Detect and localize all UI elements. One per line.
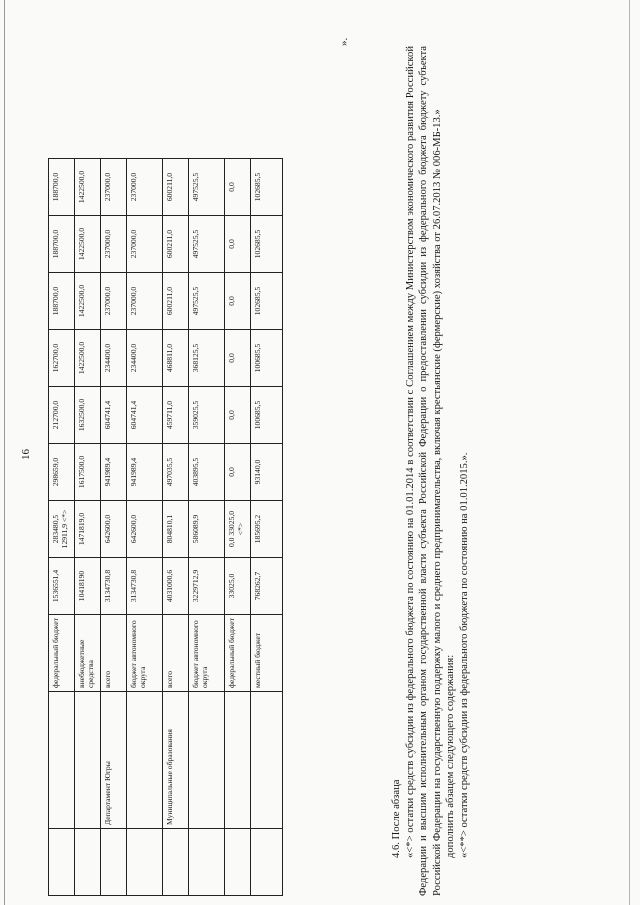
table-cell-source: всего bbox=[101, 615, 127, 692]
table-row bbox=[163, 159, 189, 896]
table-cell-blank bbox=[189, 829, 225, 896]
table-cell-value: 188700,0 bbox=[49, 216, 75, 273]
table-cell-value: 1422500,0 bbox=[75, 159, 101, 216]
table-cell-value: 586089,9 bbox=[189, 501, 225, 558]
table-cell-value: 604741,4 bbox=[101, 387, 127, 444]
amendment-text bbox=[390, 46, 472, 896]
table-cell-source: местный бюджет bbox=[251, 615, 283, 692]
table-cell-value: 600211,0 bbox=[163, 159, 189, 216]
table-cell-value: 237000,0 bbox=[127, 273, 163, 330]
page-edge-right bbox=[629, 0, 630, 905]
table-row bbox=[49, 159, 75, 896]
table-cell-value: 1471819,0 bbox=[75, 501, 101, 558]
table-cell-value: 403895,5 bbox=[189, 444, 225, 501]
table-cell-value: 237000,0 bbox=[101, 273, 127, 330]
table-cell-group bbox=[127, 692, 163, 829]
table-cell-value: 0,0 bbox=[225, 330, 251, 387]
table-cell-group: Департамент Югры bbox=[101, 692, 127, 829]
table-cell-blank bbox=[101, 829, 127, 896]
table-cell-source: федеральный бюджет bbox=[49, 615, 75, 692]
table-cell-value: 4031000,6 bbox=[163, 558, 189, 615]
table-cell-value: 1617500,0 bbox=[75, 444, 101, 501]
table-cell-blank bbox=[163, 829, 189, 896]
amendment-paragraph: дополнить абзацем следующего содержания: bbox=[445, 654, 457, 858]
table-cell-group bbox=[251, 692, 283, 829]
table-cell-value: 600211,0 bbox=[163, 216, 189, 273]
table-cell-value: 33025,0 bbox=[225, 558, 251, 615]
table-cell-value: 100685,5 bbox=[251, 387, 283, 444]
table-cell-value: 468811,0 bbox=[163, 330, 189, 387]
table-cell-source: внебюджетные средства bbox=[75, 615, 101, 692]
table-cell-value: 234400,0 bbox=[127, 330, 163, 387]
table-cell-value: 0,0 33025,0 <*> bbox=[225, 501, 251, 558]
table-cell-group bbox=[49, 692, 75, 829]
table-cell-value: 10418190 bbox=[75, 558, 101, 615]
table-cell-value: 0,0 bbox=[225, 159, 251, 216]
amendment-heading: 4.6. После абзаца bbox=[391, 779, 402, 858]
amendment-paragraph: «<**> остатки средств субсидии из федерального бюджета по состоянию на 01.01.2015.». bbox=[458, 452, 470, 858]
table-cell-value: 1422500,0 bbox=[75, 330, 101, 387]
table-cell-value: 459711,0 bbox=[163, 387, 189, 444]
table-cell-value: 497525,5 bbox=[189, 273, 225, 330]
table-cell-value: 188700,0 bbox=[49, 273, 75, 330]
table-cell-value: 298659,0 bbox=[49, 444, 75, 501]
table-cell-value: 237000,0 bbox=[127, 216, 163, 273]
table-cell-group bbox=[225, 692, 251, 829]
table-cell-value: 3229712,9 bbox=[189, 558, 225, 615]
table-cell-value: 1632500,0 bbox=[75, 387, 101, 444]
table-cell-blank bbox=[127, 829, 163, 896]
table-cell-value: 497525,5 bbox=[189, 216, 225, 273]
table-cell-blank bbox=[75, 829, 101, 896]
closing-quote: ». bbox=[338, 37, 350, 46]
table-cell-value: 768262,7 bbox=[251, 558, 283, 615]
table-row bbox=[189, 159, 225, 896]
table-cell-value: 497525,5 bbox=[189, 159, 225, 216]
table-cell-source: федеральный бюджет bbox=[225, 615, 251, 692]
amendment-paragraph: «<*> остатки средств субсидии из федерального бюджета по состоянию на 01.01.2014 в соответствии с Соглашением между Министерством экономического развития Российской Федерации и высшим исполнительным органом государственной власти субъекта Российской Федерации о предоставлении субсидии из федерального бюджета бюджету субъекта Российской Федерации на государственную поддержку малого и среднего предпринимательства, включая крестьянские (фермерские) хозяйства от 26.07.2013 № 006-МБ-13.» bbox=[404, 46, 443, 896]
table-cell-value: 102685,5 bbox=[251, 216, 283, 273]
table-cell-value: 212700,0 bbox=[49, 387, 75, 444]
table-cell-value: 497035,5 bbox=[163, 444, 189, 501]
table-cell-value: 600211,0 bbox=[163, 273, 189, 330]
table-cell-value: 237000,0 bbox=[127, 159, 163, 216]
table-cell-value: 1422500,0 bbox=[75, 273, 101, 330]
table-row bbox=[101, 159, 127, 896]
table-cell-blank bbox=[251, 829, 283, 896]
table-cell-value: 0,0 bbox=[225, 216, 251, 273]
page-edge-left bbox=[4, 0, 5, 905]
table-cell-blank bbox=[49, 829, 75, 896]
table-cell-value: 642600,0 bbox=[127, 501, 163, 558]
table-cell-value: 1422500,0 bbox=[75, 216, 101, 273]
table-cell-value: 1536551,4 bbox=[49, 558, 75, 615]
table-cell-blank bbox=[225, 829, 251, 896]
table-cell-value: 642600,0 bbox=[101, 501, 127, 558]
table-cell-source: всего bbox=[163, 615, 189, 692]
table-cell-value: 102685,5 bbox=[251, 273, 283, 330]
table-row bbox=[75, 159, 101, 896]
table-cell-value: 3134730,8 bbox=[127, 558, 163, 615]
table-cell-value: 804810,1 bbox=[163, 501, 189, 558]
table-cell-value: 283480,5 12911,9 <*> bbox=[49, 501, 75, 558]
table-row bbox=[127, 159, 163, 896]
table-cell-value: 93140,0 bbox=[251, 444, 283, 501]
table-row bbox=[251, 159, 283, 896]
budget-table bbox=[48, 158, 283, 896]
table-cell-value: 3134730,8 bbox=[101, 558, 127, 615]
table-cell-value: 0,0 bbox=[225, 387, 251, 444]
table-cell-value: 368125,5 bbox=[189, 330, 225, 387]
page-number: 16 bbox=[20, 449, 32, 460]
table-cell-group bbox=[75, 692, 101, 829]
table-cell-value: 188700,0 bbox=[49, 159, 75, 216]
table-cell-group bbox=[189, 692, 225, 829]
table-cell-value: 0,0 bbox=[225, 273, 251, 330]
table-cell-source: бюджет автономного округа bbox=[189, 615, 225, 692]
table-cell-value: 234400,0 bbox=[101, 330, 127, 387]
table-cell-value: 185695,2 bbox=[251, 501, 283, 558]
table-cell-value: 237000,0 bbox=[101, 159, 127, 216]
table-cell-value: 162700,0 bbox=[49, 330, 75, 387]
table-cell-value: 0,0 bbox=[225, 444, 251, 501]
table-cell-value: 237000,0 bbox=[101, 216, 127, 273]
table-cell-value: 941989,4 bbox=[127, 444, 163, 501]
table-cell-value: 604741,4 bbox=[127, 387, 163, 444]
table-cell-value: 100685,5 bbox=[251, 330, 283, 387]
table-cell-value: 359025,5 bbox=[189, 387, 225, 444]
rotated-page-content bbox=[20, 6, 620, 896]
table-row bbox=[225, 159, 251, 896]
table-cell-group: Муниципальные образования bbox=[163, 692, 189, 829]
table-cell-value: 941989,4 bbox=[101, 444, 127, 501]
table-cell-source: бюджет автономного округа bbox=[127, 615, 163, 692]
table-cell-value: 102685,5 bbox=[251, 159, 283, 216]
